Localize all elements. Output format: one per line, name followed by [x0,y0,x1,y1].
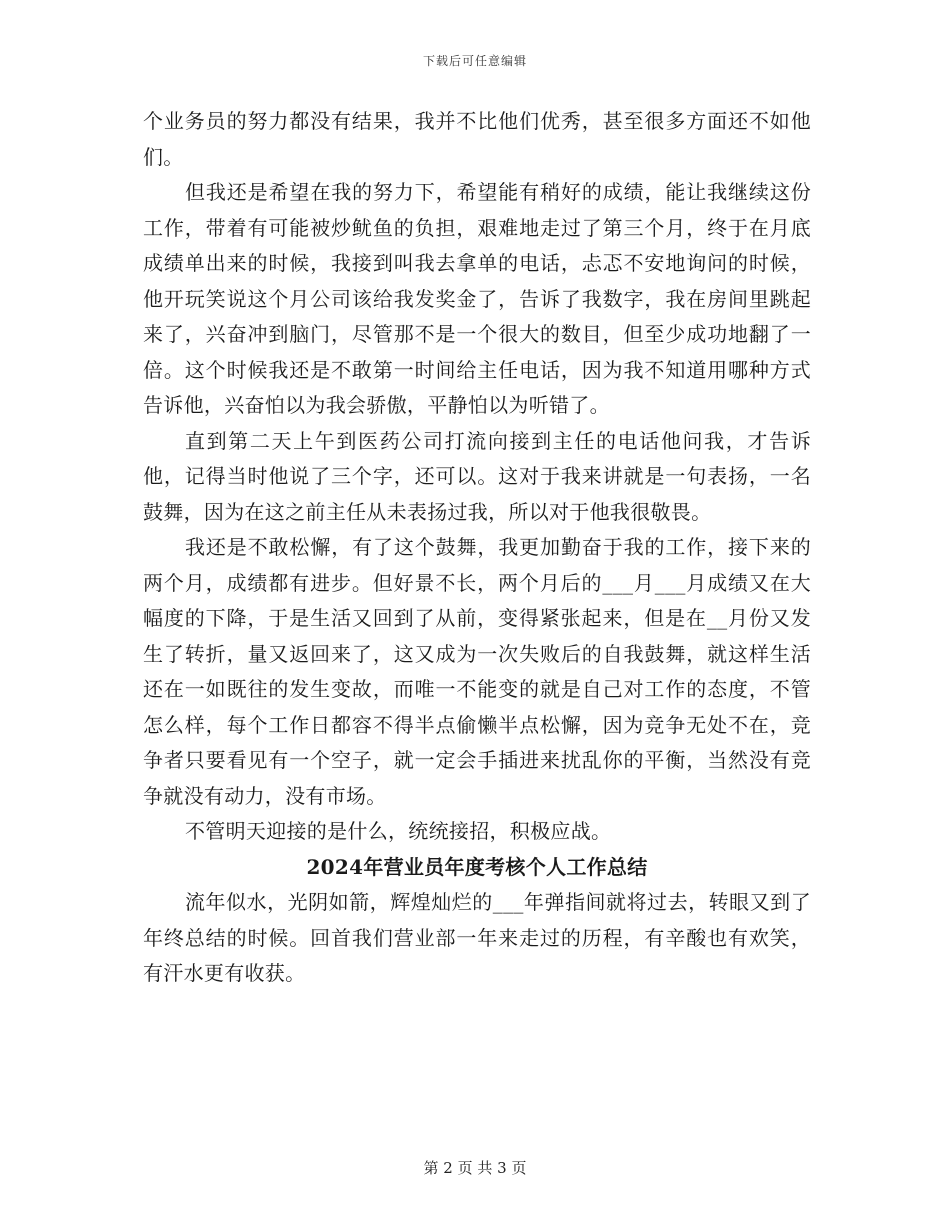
paragraph: 但我还是希望在我的努力下，希望能有稍好的成绩，能让我继续这份工作，带着有可能被炒鱿鱼的负担，艰难地走过了第三个月，终于在月底成绩单出来的时候，我接到叫我去拿单的电话，忐忑不安地询问的时候，他开玩笑说这个月公司该给我发奖金了，告诉了我数字，我在房间里跳起来了，兴奋冲到脑门，尽管那不是一个很大的数目，但至少成功地翻了一倍。这个时候我还是不敢第一时间给主任电话，因为我不知道用哪种方式告诉他，兴奋怕以为我会骄傲，平静怕以为听错了。 [143,180,811,417]
document-body [143,104,811,992]
paragraph: 直到第二天上午到医药公司打流向接到主任的电话他问我，才告诉他，记得当时他说了三个字，还可以。这对于我来讲就是一句表扬，一名鼓舞，因为在这之前主任从未表扬过我，所以对于他我很敬畏。 [143,428,811,524]
section-title: 2024年营业员年度考核个人工作总结 [306,854,648,879]
paragraph-continued: 个业务员的努力都没有结果，我并不比他们优秀，甚至很多方面还不如他们。 [143,109,811,169]
paragraph: 我还是不敢松懈，有了这个鼓舞，我更加勤奋于我的工作，接下来的两个月，成绩都有进步。但好景不长，两个月后的___月___月成绩又在大幅度的下降，于是生活又回到了从前，变得紧张起来，但是在__月份又发生了转折，量又返回来了，这又成为一次失败后的自我鼓舞，就这样生活还在一如既往的发生变故，而唯一不能变的就是自己对工作的态度，不管怎么样，每个工作日都容不得半点偷懒半点松懈，因为竞争无处不在，竞争者只要看见有一个空子，就一定会手插进来扰乱你的平衡，当然没有竞争就没有动力，没有市场。 [143,535,811,808]
paragraph: 流年似水，光阴如箭，辉煌灿烂的___年弹指间就将过去，转眼又到了年终总结的时候。回首我们营业部一年来走过的历程，有辛酸也有欢笑，有汗水更有收获。 [143,890,811,985]
paragraph: 不管明天迎接的是什么，统统接招，积极应战。 [185,819,612,843]
page-number: 第 2 页 共 3 页 [423,1159,527,1177]
page-header: 下载后可任意编辑 [422,54,527,68]
